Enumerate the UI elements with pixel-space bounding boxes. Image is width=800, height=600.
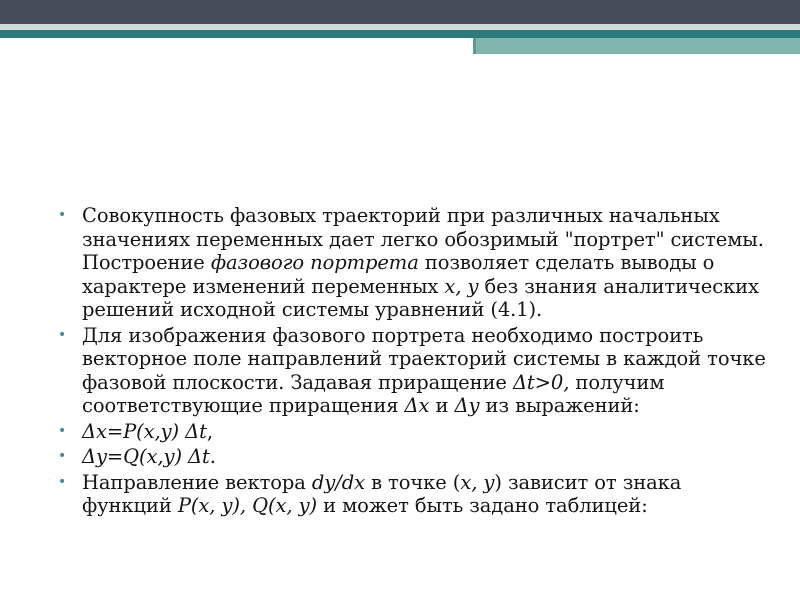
bullet-icon: • (58, 207, 67, 223)
text-run: Направление вектора (82, 470, 312, 494)
text-run: , (206, 419, 213, 443)
header-dark-band (0, 0, 800, 24)
text-run: без знания аналитических решений исходной системы уравнений (4.1). (82, 274, 759, 321)
header-tab-band (473, 38, 800, 54)
text-run: позволяет сделать выводы о характере изменений переменных (82, 251, 715, 298)
text-run: из выражений: (479, 394, 640, 417)
bullet-icon: • (58, 448, 67, 464)
header-teal-band (0, 30, 800, 38)
text-run: и может быть задано таблицей: (317, 494, 648, 517)
slide-body (56, 204, 776, 520)
bullet-icon: • (58, 473, 67, 490)
bullet-paragraph-2 (56, 324, 776, 418)
text-run: и (429, 394, 455, 417)
bullet-paragraph-3 (56, 420, 776, 444)
text-run-italic: x, y (460, 470, 495, 494)
text-run: ) зависит от знака функций (82, 470, 682, 517)
text-run-italic: Δx (404, 394, 430, 417)
text-run: . (209, 445, 216, 468)
text-run: в точке ( (364, 470, 461, 494)
text-run-italic: Δt>0, (512, 370, 570, 394)
text-run-italic: Δy (454, 394, 480, 417)
formula-dy: Δy=Q(x,y) Δt (82, 445, 210, 468)
bullet-icon: • (58, 326, 67, 343)
text-run: получим соответствующие приращения (82, 370, 665, 417)
bullet-paragraph-4 (56, 445, 776, 469)
text-run-italic: фазового портрета (210, 251, 419, 274)
bullet-icon: • (58, 422, 67, 439)
bullet-paragraph-1 (56, 204, 776, 322)
formula-dx: Δx=P(x,y) Δt (82, 419, 207, 443)
bullet-paragraph-5 (56, 471, 776, 518)
text-run-italic: x, y (444, 274, 479, 298)
text-run-italic: P(x, y), Q(x, y) (177, 494, 318, 517)
text-run-italic: dy/dx (311, 470, 365, 494)
text-run: Для изображения фазового портрета необходимо построить векторное поле направлений траекторий системы в каждой точке фазовой плоскости. Задавая приращение (82, 323, 766, 394)
text-run: Совокупность фазовых траекторий при различных начальных значениях переменных дает легко обозримый "портрет" системы. Построение (82, 204, 764, 274)
